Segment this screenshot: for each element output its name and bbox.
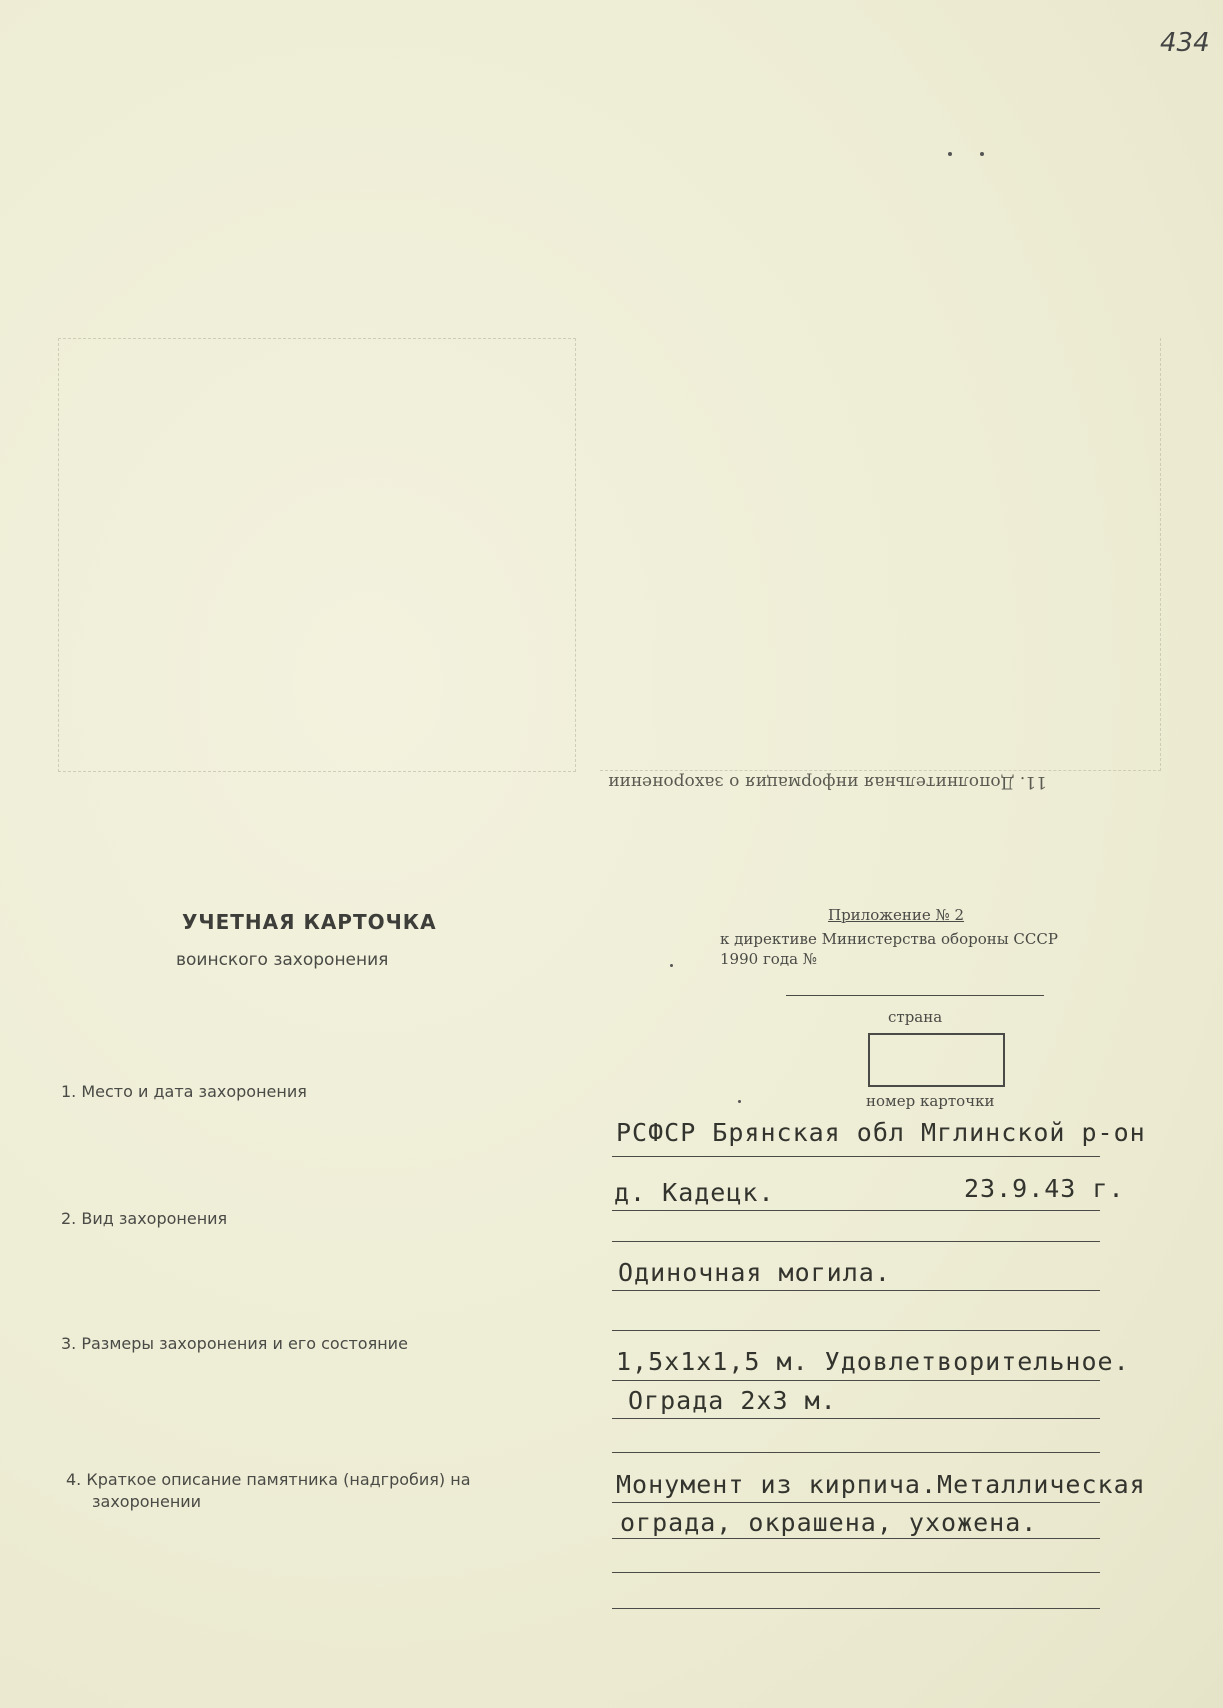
field-1-underline-2 (612, 1210, 1100, 1211)
country-label: страна (888, 1008, 943, 1026)
bleed-through-frame-right (600, 338, 1161, 771)
field-4-underline-2 (612, 1538, 1100, 1539)
mirrored-heading: 11. Дополнительная информация о захоронении (608, 772, 1047, 792)
field-4-value-line2: ограда, окрашена, ухожена. (620, 1508, 1038, 1537)
field-1-label: 1. Место и дата захоронения (61, 1082, 307, 1101)
field-2-label: 2. Вид захоронения (61, 1209, 228, 1228)
country-line (786, 995, 1044, 996)
card-title: УЧЕТНАЯ КАРТОЧКА (182, 910, 437, 934)
appendix-title: Приложение № 2 (828, 906, 965, 924)
appendix-line2: 1990 года № (720, 950, 817, 968)
field-3-label: 3. Размеры захоронения и его состояние (61, 1334, 408, 1353)
field-4-label-line1: 4. Краткое описание памятника (надгробия) на (66, 1470, 471, 1489)
field-4-underline-4 (612, 1608, 1100, 1609)
card-number-box (868, 1033, 1005, 1087)
field-3-underline-3 (612, 1418, 1100, 1419)
field-3-underline-1 (612, 1330, 1100, 1331)
speck-4 (738, 1100, 741, 1103)
card-number-label: номер карточки (866, 1092, 995, 1110)
field-3-underline-2 (612, 1380, 1100, 1381)
card-subtitle: воинского захоронения (176, 950, 389, 970)
appendix-line1: к директиве Министерства обороны СССР (720, 930, 1058, 948)
field-3-value-line1: 1,5х1х1,5 м. Удовлетворительное. (616, 1347, 1130, 1376)
field-2-underline-1 (612, 1241, 1100, 1242)
field-3-value-line2: Ограда 2х3 м. (628, 1386, 837, 1415)
speck-1 (948, 152, 952, 156)
field-3-underline-4 (612, 1452, 1100, 1453)
field-1-date: 23.9.43 г. (964, 1174, 1125, 1203)
field-1-value-line1: РСФСР Брянская обл Мглинской р-он (616, 1118, 1146, 1147)
speck-3 (670, 964, 673, 967)
bleed-through-frame-left (58, 338, 576, 772)
speck-2 (980, 152, 984, 156)
page-number: 434 (1160, 28, 1210, 58)
field-1-underline-1 (612, 1156, 1100, 1157)
field-4-underline-3 (612, 1572, 1100, 1573)
field-2-underline-2 (612, 1290, 1100, 1291)
field-1-value-line2: д. Кадецк. (614, 1178, 775, 1207)
field-4-label-line2: захоронении (92, 1492, 202, 1511)
field-2-value: Одиночная могила. (618, 1258, 891, 1287)
field-4-underline-1 (612, 1502, 1100, 1503)
field-4-value-line1: Монумент из кирпича.Металлическая (616, 1470, 1146, 1499)
